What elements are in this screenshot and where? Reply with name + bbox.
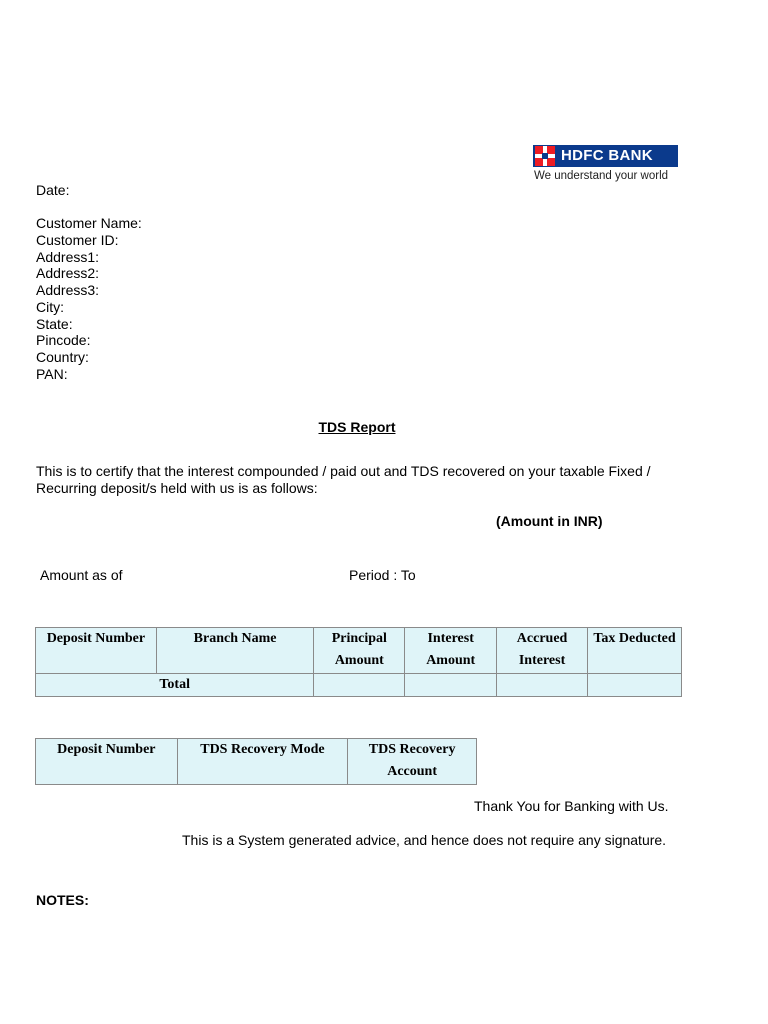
- customer-id-label: Customer ID:: [36, 232, 119, 249]
- customer-details: [36, 182, 142, 382]
- column-header: Interest Amount: [405, 628, 497, 674]
- certificate-text: This is to certify that the interest compounded / paid out and TDS recovered on your taxable Fixed / Recurring deposit/s held with us is as follows:: [36, 463, 651, 496]
- logo-banner: [533, 145, 678, 167]
- country-label: Country:: [36, 348, 89, 365]
- deposit-table: [35, 627, 682, 697]
- logo-bank-name: HDFC BANK: [561, 147, 653, 164]
- column-header: TDS Recovery Mode: [177, 739, 348, 785]
- column-header: Principal Amount: [314, 628, 405, 674]
- total-label: Total: [36, 674, 314, 697]
- system-generated-note: This is a System generated advice, and hence does not require any signature.: [182, 832, 667, 848]
- table-cell: [405, 674, 497, 697]
- address3-label: Address3:: [36, 282, 100, 299]
- table-cell: [497, 674, 588, 697]
- notes-heading: NOTES:: [36, 892, 89, 908]
- date-label: Date:: [36, 182, 70, 198]
- pan-label: PAN:: [36, 365, 68, 382]
- column-header: TDS Recovery Account: [348, 739, 477, 785]
- amount-as-of-label: Amount as of: [40, 567, 123, 583]
- table-cell: [314, 674, 405, 697]
- hdfc-logo-icon: [535, 146, 555, 166]
- thank-you-text: Thank You for Banking with Us.: [474, 798, 669, 814]
- hdfc-bank-logo: [533, 145, 679, 185]
- column-header: Branch Name: [156, 628, 314, 674]
- logo-tagline: We understand your world: [534, 170, 669, 182]
- column-header: Accrued Interest: [497, 628, 588, 674]
- state-label: State:: [36, 315, 73, 332]
- period-label: Period : To: [349, 567, 416, 583]
- tds-recovery-table: [35, 738, 477, 785]
- customer-name-label: Customer Name:: [36, 215, 142, 232]
- total-row: [36, 674, 682, 697]
- amount-unit-label: (Amount in INR): [496, 513, 603, 529]
- address2-label: Address2:: [36, 265, 100, 282]
- table-cell: [588, 674, 682, 697]
- report-title: TDS Report: [318, 419, 396, 435]
- column-header: Deposit Number: [36, 628, 157, 674]
- pincode-label: Pincode:: [36, 332, 91, 349]
- city-label: City:: [36, 298, 64, 315]
- column-header: Tax Deducted: [588, 628, 682, 674]
- table-header-row: [36, 628, 682, 674]
- column-header: Deposit Number: [36, 739, 178, 785]
- address1-label: Address1:: [36, 248, 100, 265]
- table-header-row: [36, 739, 477, 785]
